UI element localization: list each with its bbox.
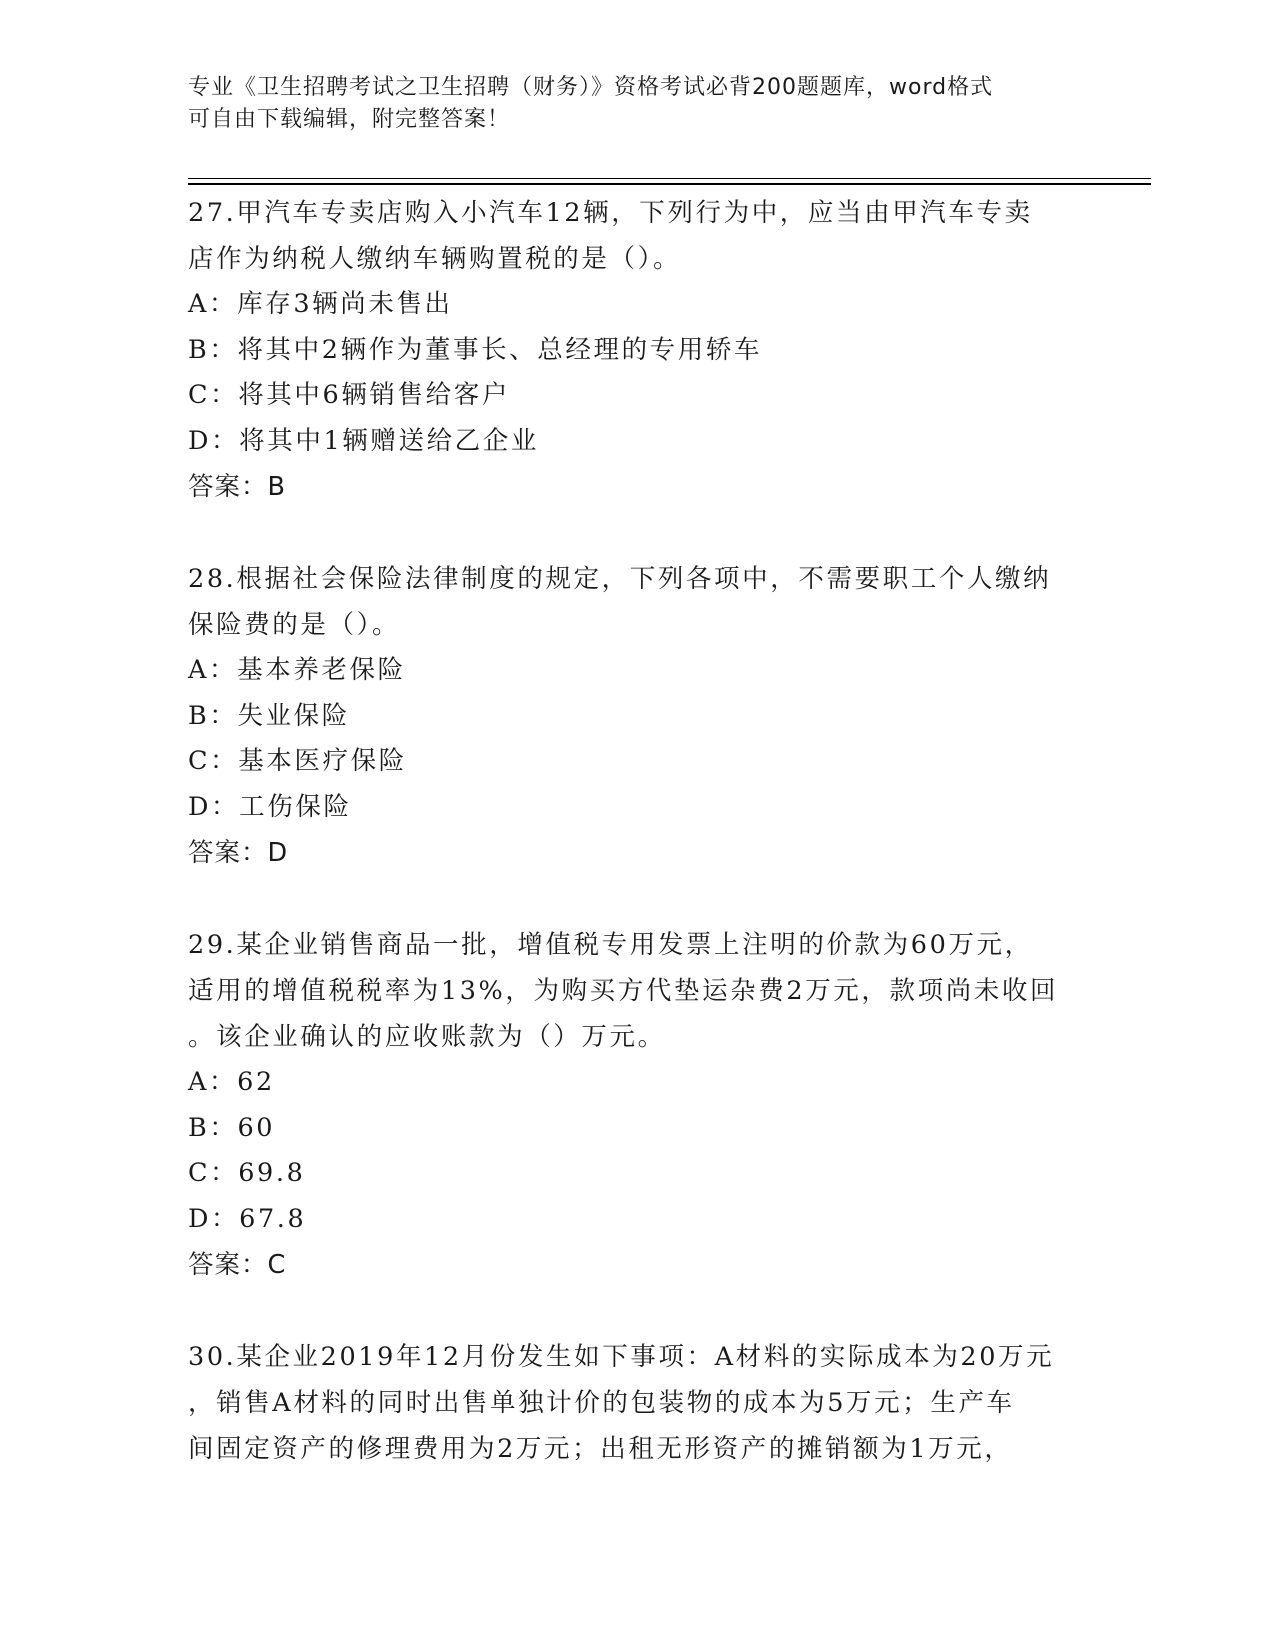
question-text	[188, 188, 1088, 282]
question-text-line: 28.根据社会保险法律制度的规定，下列各项中，不需要职工个人缴纳	[188, 564, 1052, 594]
answer: 答案：B	[188, 472, 286, 502]
option-a: A：62	[188, 1067, 275, 1097]
document-header	[188, 72, 1088, 136]
option-b: B：失业保险	[188, 700, 350, 731]
spacer	[188, 510, 1088, 554]
spacer	[188, 876, 1088, 920]
header-divider-thick	[188, 183, 1151, 185]
spacer	[188, 1288, 1088, 1332]
header-line-1: 专业《卫生招聘考试之卫生招聘（财务）》资格考试必背200题题库，word格式	[188, 75, 994, 100]
question-text	[188, 920, 1088, 1060]
question-text-line: 27.甲汽车专卖店购入小汽车12辆，下列行为中，应当由甲汽车专卖	[188, 198, 1033, 228]
question-29	[188, 920, 1088, 1288]
question-text-line: 间固定资产的修理费用为2万元；出租无形资产的摊销额为1万元，	[188, 1434, 1013, 1464]
option-a: A：基本养老保险	[188, 655, 406, 685]
answer: 答案：C	[188, 1250, 287, 1280]
question-text	[188, 1332, 1088, 1472]
question-30	[188, 1332, 1088, 1472]
question-text-line: 店作为纳税人缴纳车辆购置税的是（）。	[188, 244, 682, 274]
header-line-2: 可自由下载编辑，附完整答案！	[188, 107, 511, 132]
option-a: A：库存3辆尚未售出	[188, 289, 453, 319]
question-28	[188, 554, 1088, 876]
option-d: D：将其中1辆赠送给乙企业	[188, 425, 539, 456]
question-text	[188, 554, 1088, 648]
question-text-line: 保险费的是（）。	[188, 610, 401, 640]
option-c: C：基本医疗保险	[188, 746, 407, 776]
option-d: D：67.8	[188, 1203, 307, 1234]
option-b: B：将其中2辆作为董事长、总经理的专用轿车	[188, 334, 763, 365]
option-b: B：60	[188, 1112, 276, 1143]
question-text-line: 29.某企业销售商品一批，增值税专用发票上注明的价款为60万元，	[188, 930, 1033, 960]
option-d: D：工伤保险	[188, 791, 352, 822]
answer: 答案：D	[188, 838, 289, 868]
question-list	[188, 188, 1088, 1472]
question-text-line: ，销售A材料的同时出售单独计价的包装物的成本为5万元；生产车	[188, 1388, 1015, 1418]
option-c: C：69.8	[188, 1158, 306, 1188]
question-text-line: 适用的增值税税率为13%，为购买方代垫运杂费2万元，款项尚未收回	[188, 976, 1059, 1006]
header-divider-thin	[188, 178, 1151, 179]
question-text-line: 30.某企业2019年12月份发生如下事项：A材料的实际成本为20万元	[188, 1342, 1055, 1372]
question-27	[188, 188, 1088, 510]
question-text-line: 。该企业确认的应收账款为（）万元。	[188, 1022, 666, 1052]
option-c: C：将其中6辆销售给客户	[188, 380, 510, 410]
